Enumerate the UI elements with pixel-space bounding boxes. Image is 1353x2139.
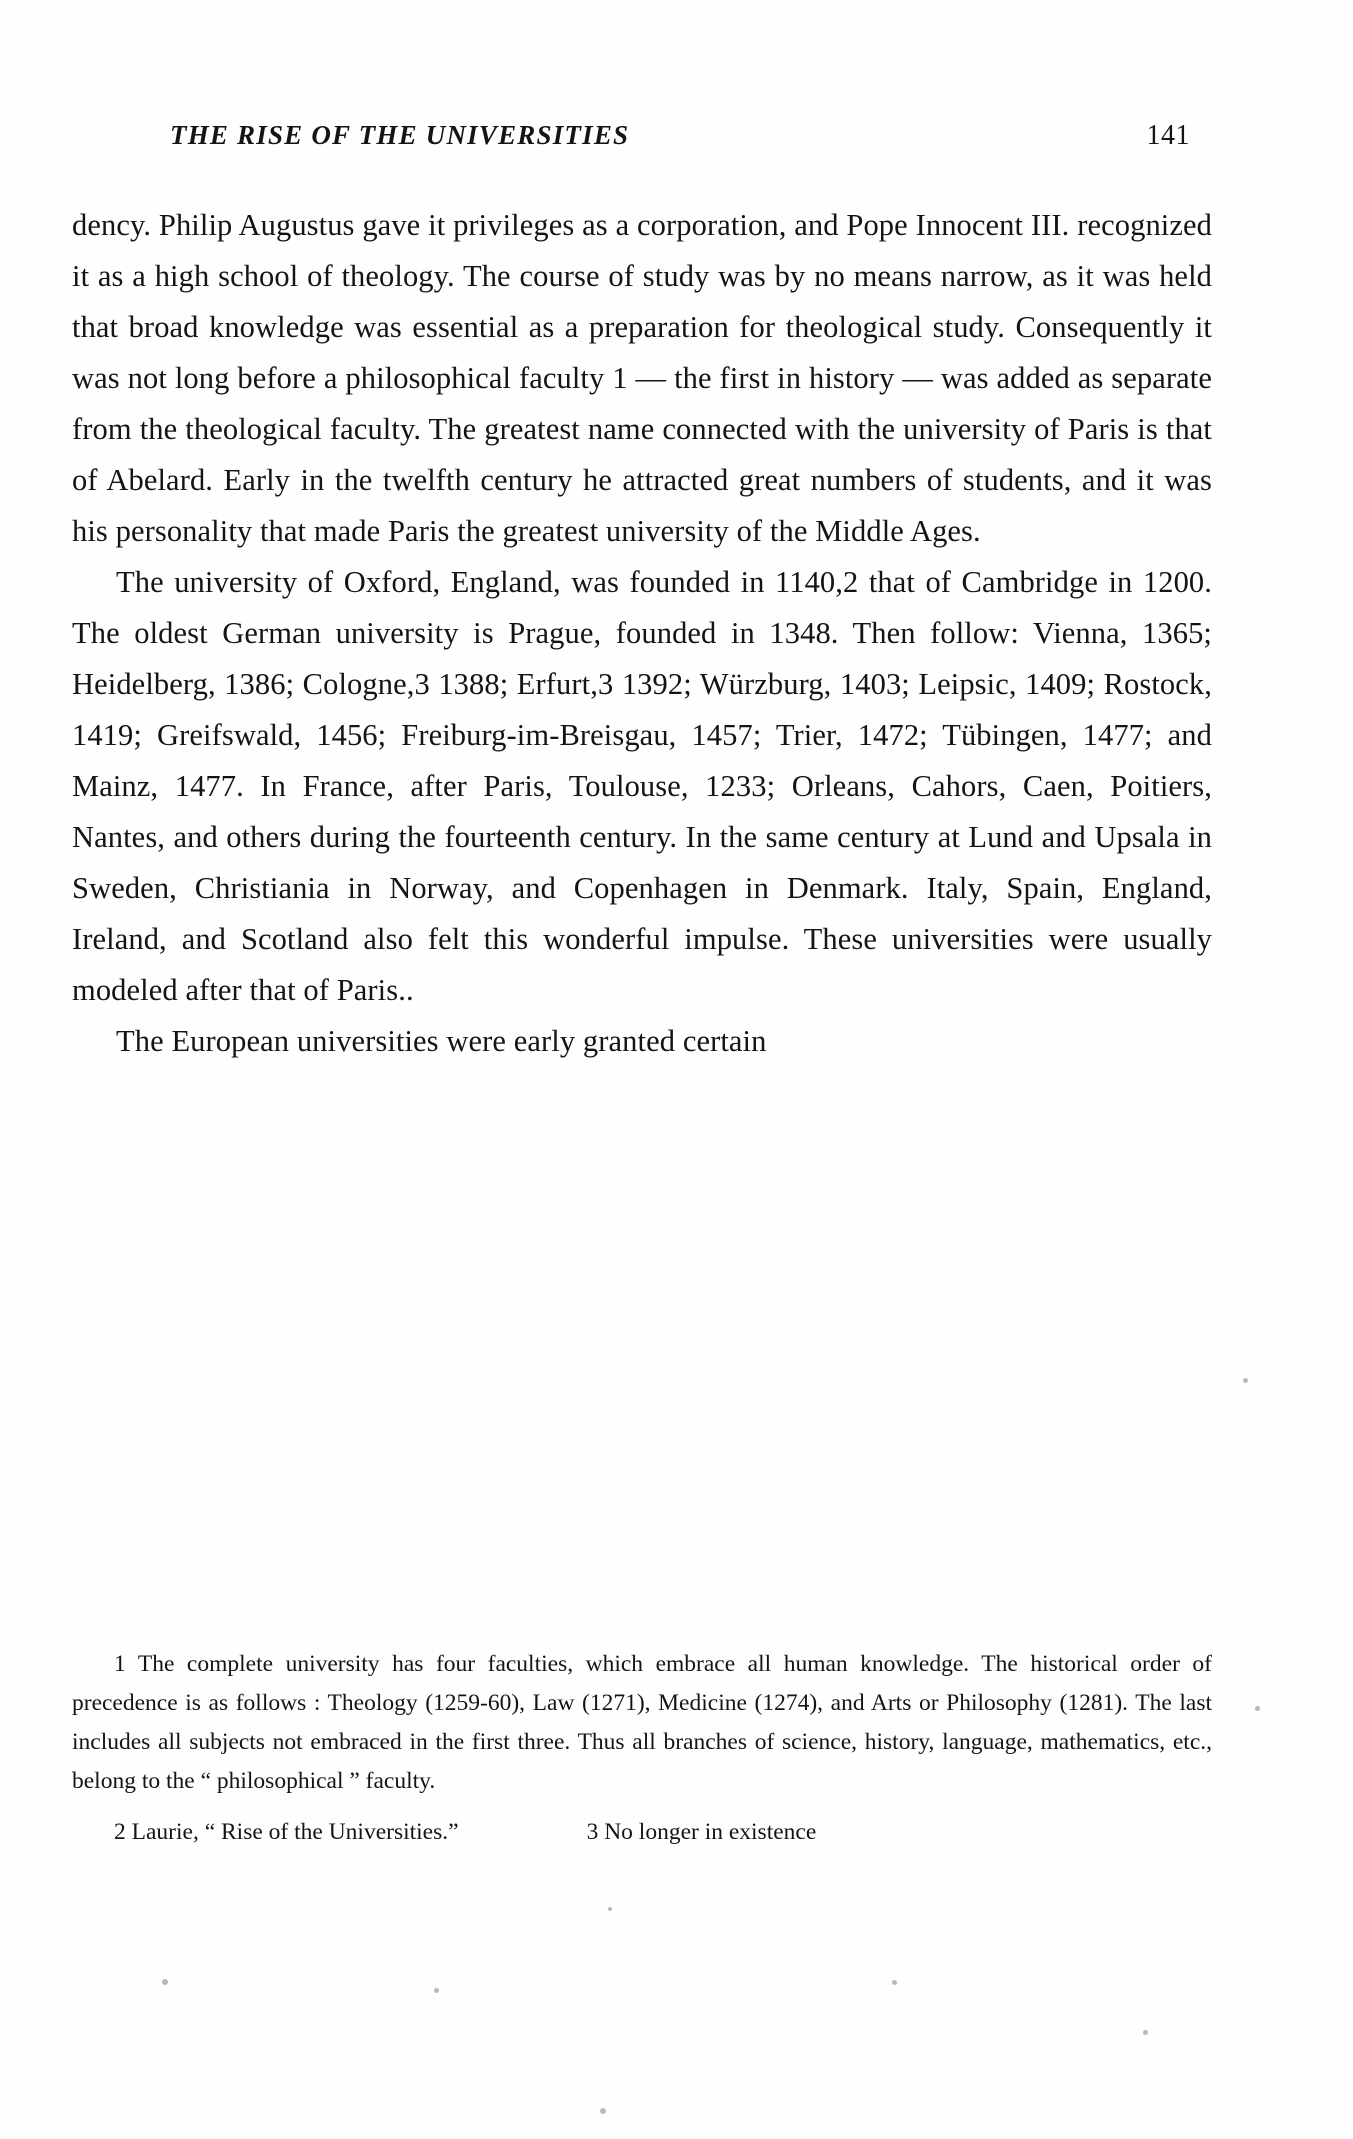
running-head xyxy=(170,120,1190,152)
paper-speck xyxy=(1143,2030,1148,2035)
footnote-1: 1 The complete university has four faculties, which embrace all human knowledge. The historical order of precedence is as follows : Theology (1259-60), Law (1271), Medicine (1274), and Arts or Philosophy (1281). The last includes all subjects not embraced in the first three. Thus all branches of science, history, language, mathematics, etc., belong to the “ philosophical ” faculty. xyxy=(72,1651,1212,1794)
paper-speck xyxy=(434,1988,439,1993)
paper-speck xyxy=(162,1979,168,1985)
footnote-block xyxy=(72,1645,1212,1852)
paragraph: The university of Oxford, England, was founded in 1140,2 that of Cambridge in 1200. The oldest German university is Prague, founded in 1348. Then follow: Vienna, 1365; Heidelberg, 1386; Cologne,3 1388; Erfurt,3 1392; Würzburg, 1403; Leipsic, 1409; Rostock, 1419; Greifswald, 1456; Freiburg-im-Breisgau, 1457; Trier, 1472; Tübingen, 1477; and Mainz, 1477. In France, after Paris, Toulouse, 1233; Orleans, Cahors, Caen, Poitiers, Nantes, and others during the fourteenth century. In the same century at Lund and Upsala in Sweden, Christiania in Norway, and Copenhagen in Denmark. Italy, Spain, England, Ireland, and Scotland also felt this wonderful impulse. These universities were usually modeled after that of Paris.. xyxy=(72,565,1212,1007)
paragraph: The European universities were early granted certain xyxy=(116,1024,767,1058)
page-title: THE RISE OF THE UNIVERSITIES xyxy=(170,120,630,150)
footnote-3: 3 No longer in existence xyxy=(586,1819,817,1845)
paper-speck xyxy=(1255,1706,1260,1711)
footnote-row xyxy=(72,1813,1212,1852)
paper-speck xyxy=(600,2108,606,2114)
paper-speck xyxy=(1243,1378,1248,1383)
paper-speck xyxy=(608,1907,612,1911)
paragraph: dency. Philip Augustus gave it privileges as a corporation, and Pope Innocent III. recognized it as a high school of theology. The course of study was by no means narrow, as it was held that broad knowledge was essential as a preparation for theological study. Consequently it was not long before a philosophical faculty 1 — the first in history — was added as separate from the theological faculty. The greatest name connected with the university of Paris is that of Abelard. Early in the twelfth century he attracted great numbers of students, and it was his personality that made Paris the greatest university of the Middle Ages. xyxy=(72,208,1212,548)
body-text xyxy=(72,200,1212,1067)
page-number: 141 xyxy=(1146,120,1190,151)
footnote-2: 2 Laurie, “ Rise of the Universities.” xyxy=(114,1819,459,1845)
paper-speck xyxy=(892,1980,897,1985)
